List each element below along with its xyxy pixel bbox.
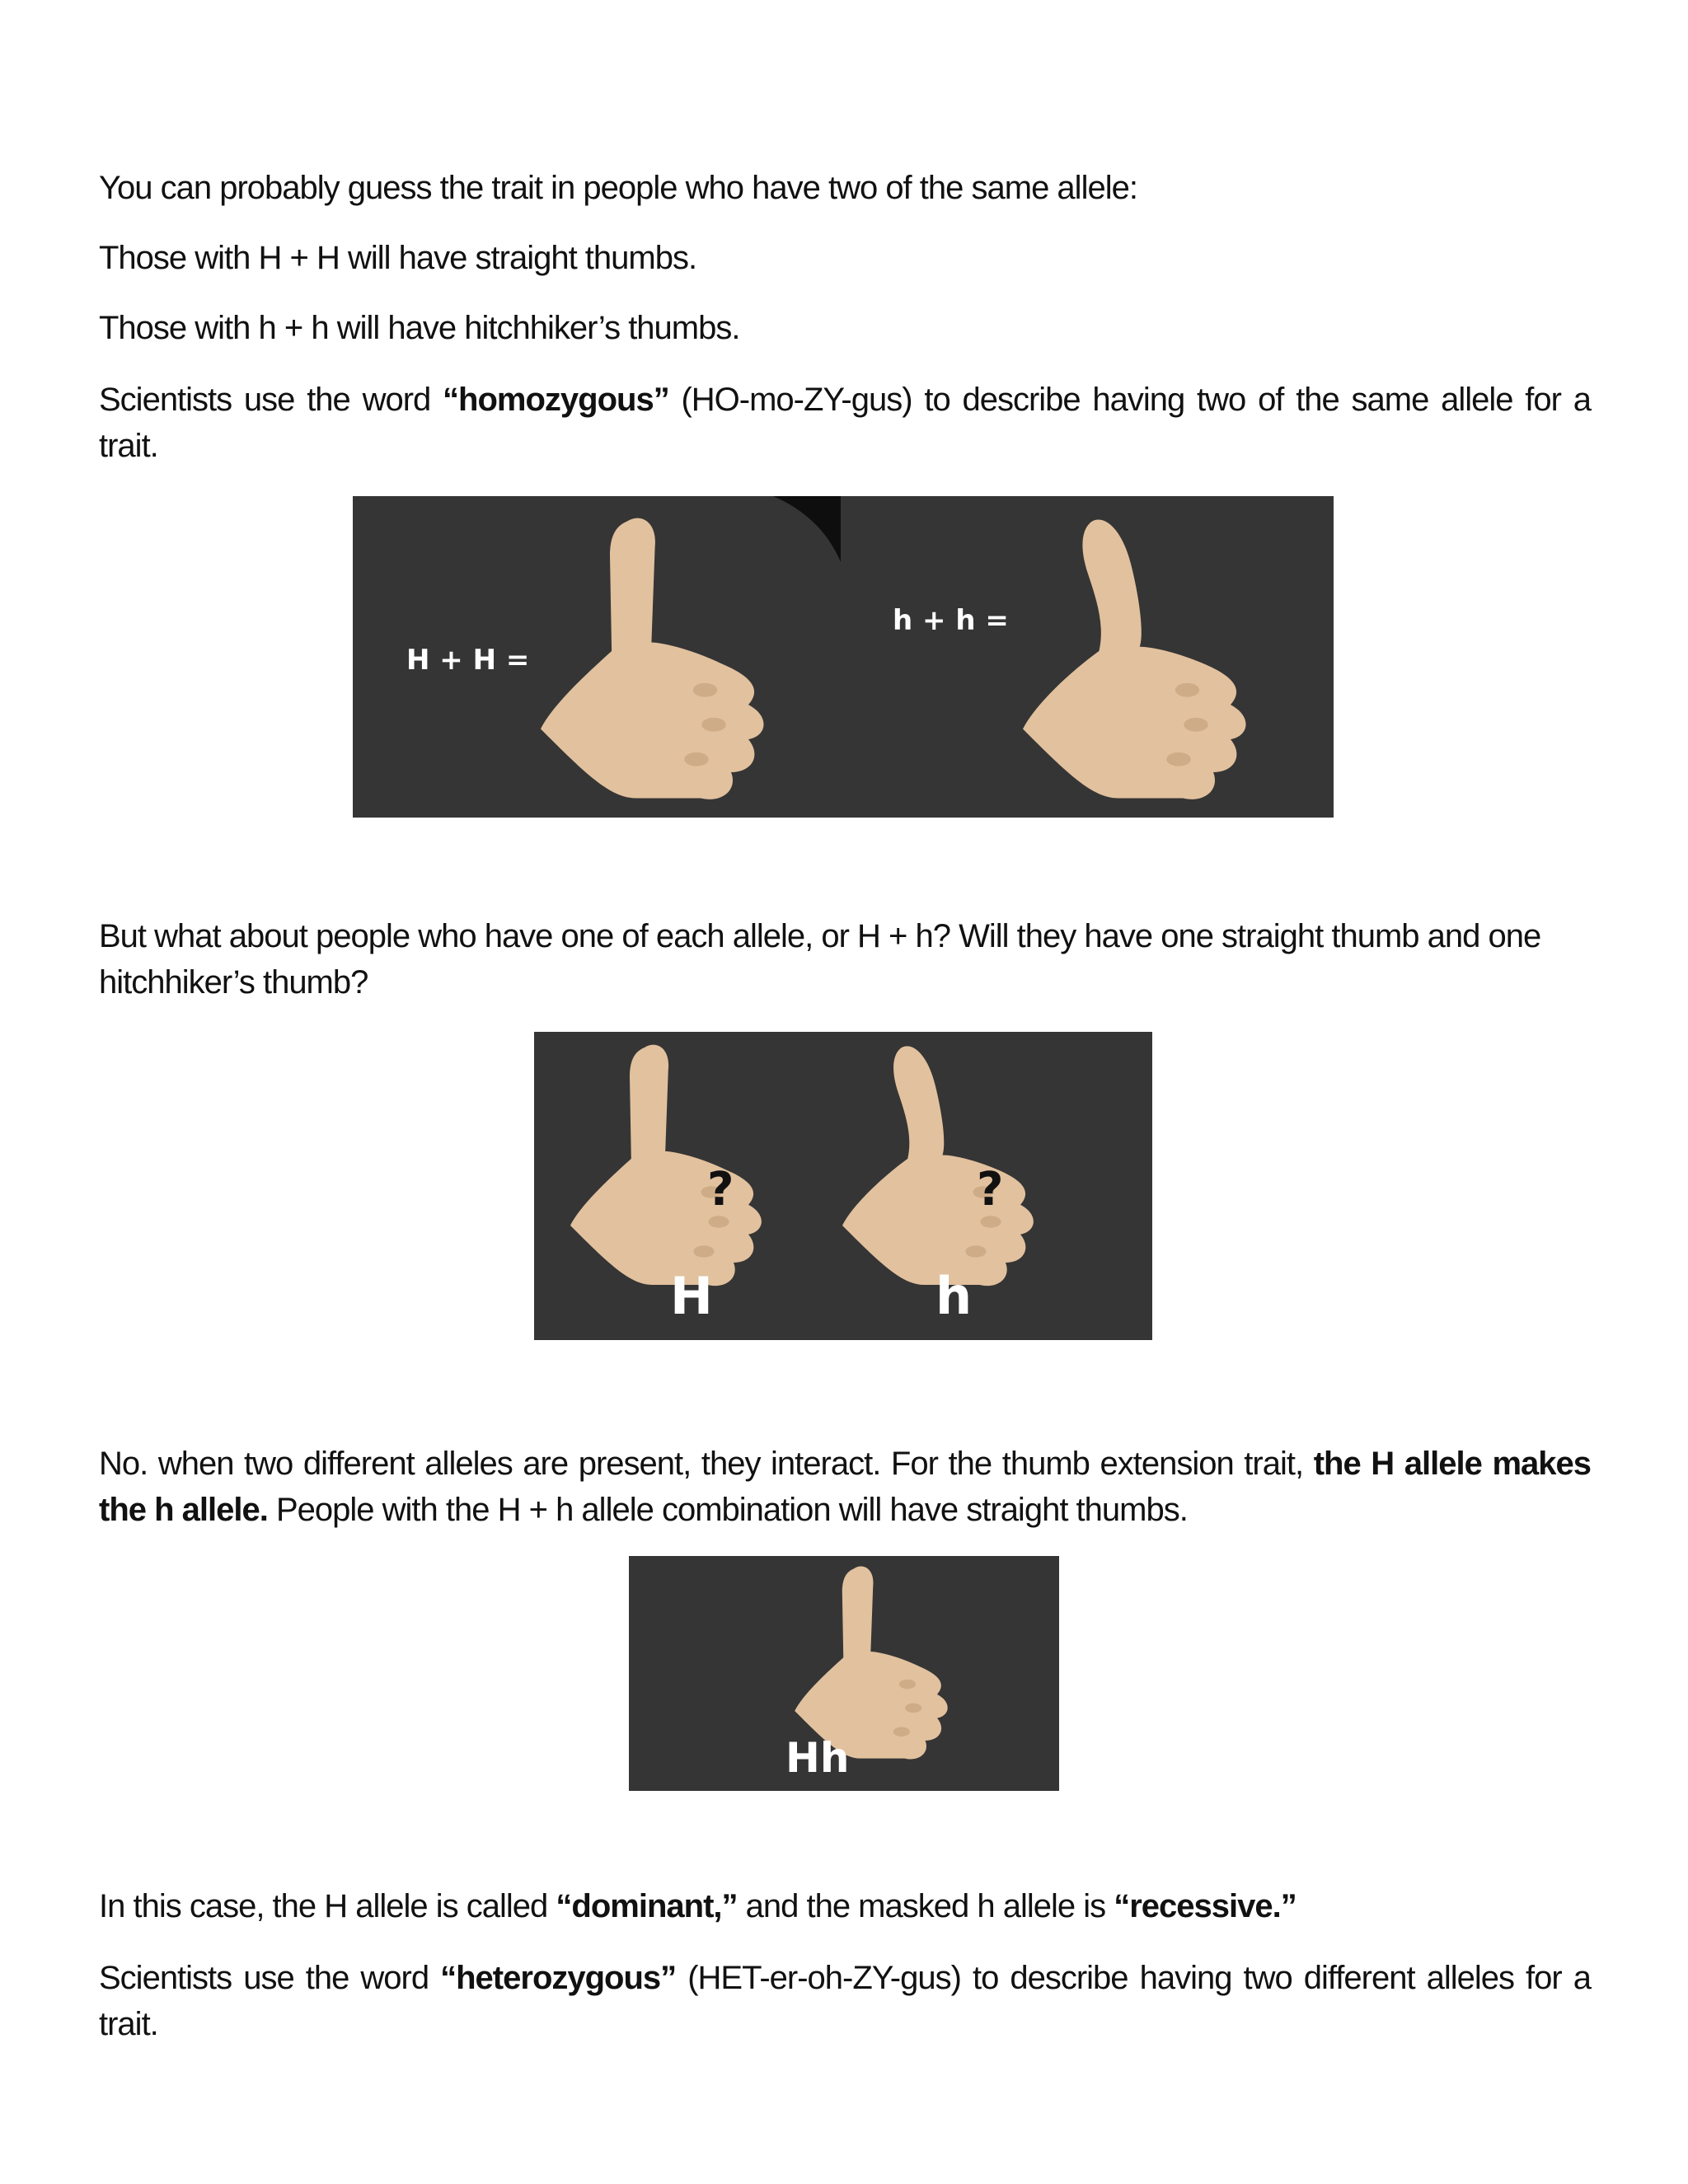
term-homozygous: “homozygous” (443, 382, 669, 418)
figure-Hh-thumb (629, 1556, 1059, 1791)
paragraph-1: You can probably guess the trait in people who have two of the same allele: (99, 170, 1137, 206)
genotype-label-HH: H + H = (406, 644, 530, 677)
question-mark-left: ? (707, 1163, 734, 1216)
term-dominant: “dominant,” (556, 1888, 738, 1924)
term-H-allele-masks: the H allele makes the h allele. (99, 1446, 1592, 1528)
paragraph-interaction: No. when two different alleles are present, they interact. For the thumb extension trait, the H allele makes the h allele. People with the H + h allele combination will have straight thumbs. (99, 1446, 1592, 1528)
allele-label-H: H (670, 1266, 713, 1326)
paragraph-2: Those with H + H will have straight thumbs. (99, 240, 697, 276)
thumbs-up-icon (1023, 520, 1246, 799)
paragraph-question: But what about people who have one of each allele, or H + h? Will they have one straight thumb and one hitchhiker’s thumb? (99, 918, 1541, 1001)
allele-label-h: h (935, 1266, 973, 1326)
genotype-label-hh: h + h = (893, 604, 1009, 637)
figure-homozygous-thumbs (353, 496, 1334, 818)
thumbs-up-icon (541, 518, 764, 799)
paragraph-heterozygous: Scientists use the word “heterozygous” (HET-er-oh-ZY-gus) to describe having two different alleles for a trait. (99, 1960, 1592, 2042)
term-heterozygous: “heterozygous” (440, 1960, 677, 1996)
figure-heterozygous-question (534, 1032, 1152, 1340)
thumbs-up-icon (795, 1567, 948, 1760)
paragraph-dominant-recessive: In this case, the H allele is called “dominant,” and the masked h allele is “recessive.” (99, 1888, 1296, 1924)
genotype-label-Hh: Hh (785, 1734, 850, 1782)
paragraph-homozygous: Scientists use the word “homozygous” (HO-mo-ZY-gus) to describe having two of the same allele for a trait. (99, 382, 1591, 464)
thumbs-up-icon (842, 1046, 1034, 1286)
paragraph-3: Those with h + h will have hitchhiker’s thumbs. (99, 310, 740, 346)
term-recessive: “recessive.” (1114, 1888, 1296, 1924)
question-mark-right: ? (977, 1163, 1004, 1216)
